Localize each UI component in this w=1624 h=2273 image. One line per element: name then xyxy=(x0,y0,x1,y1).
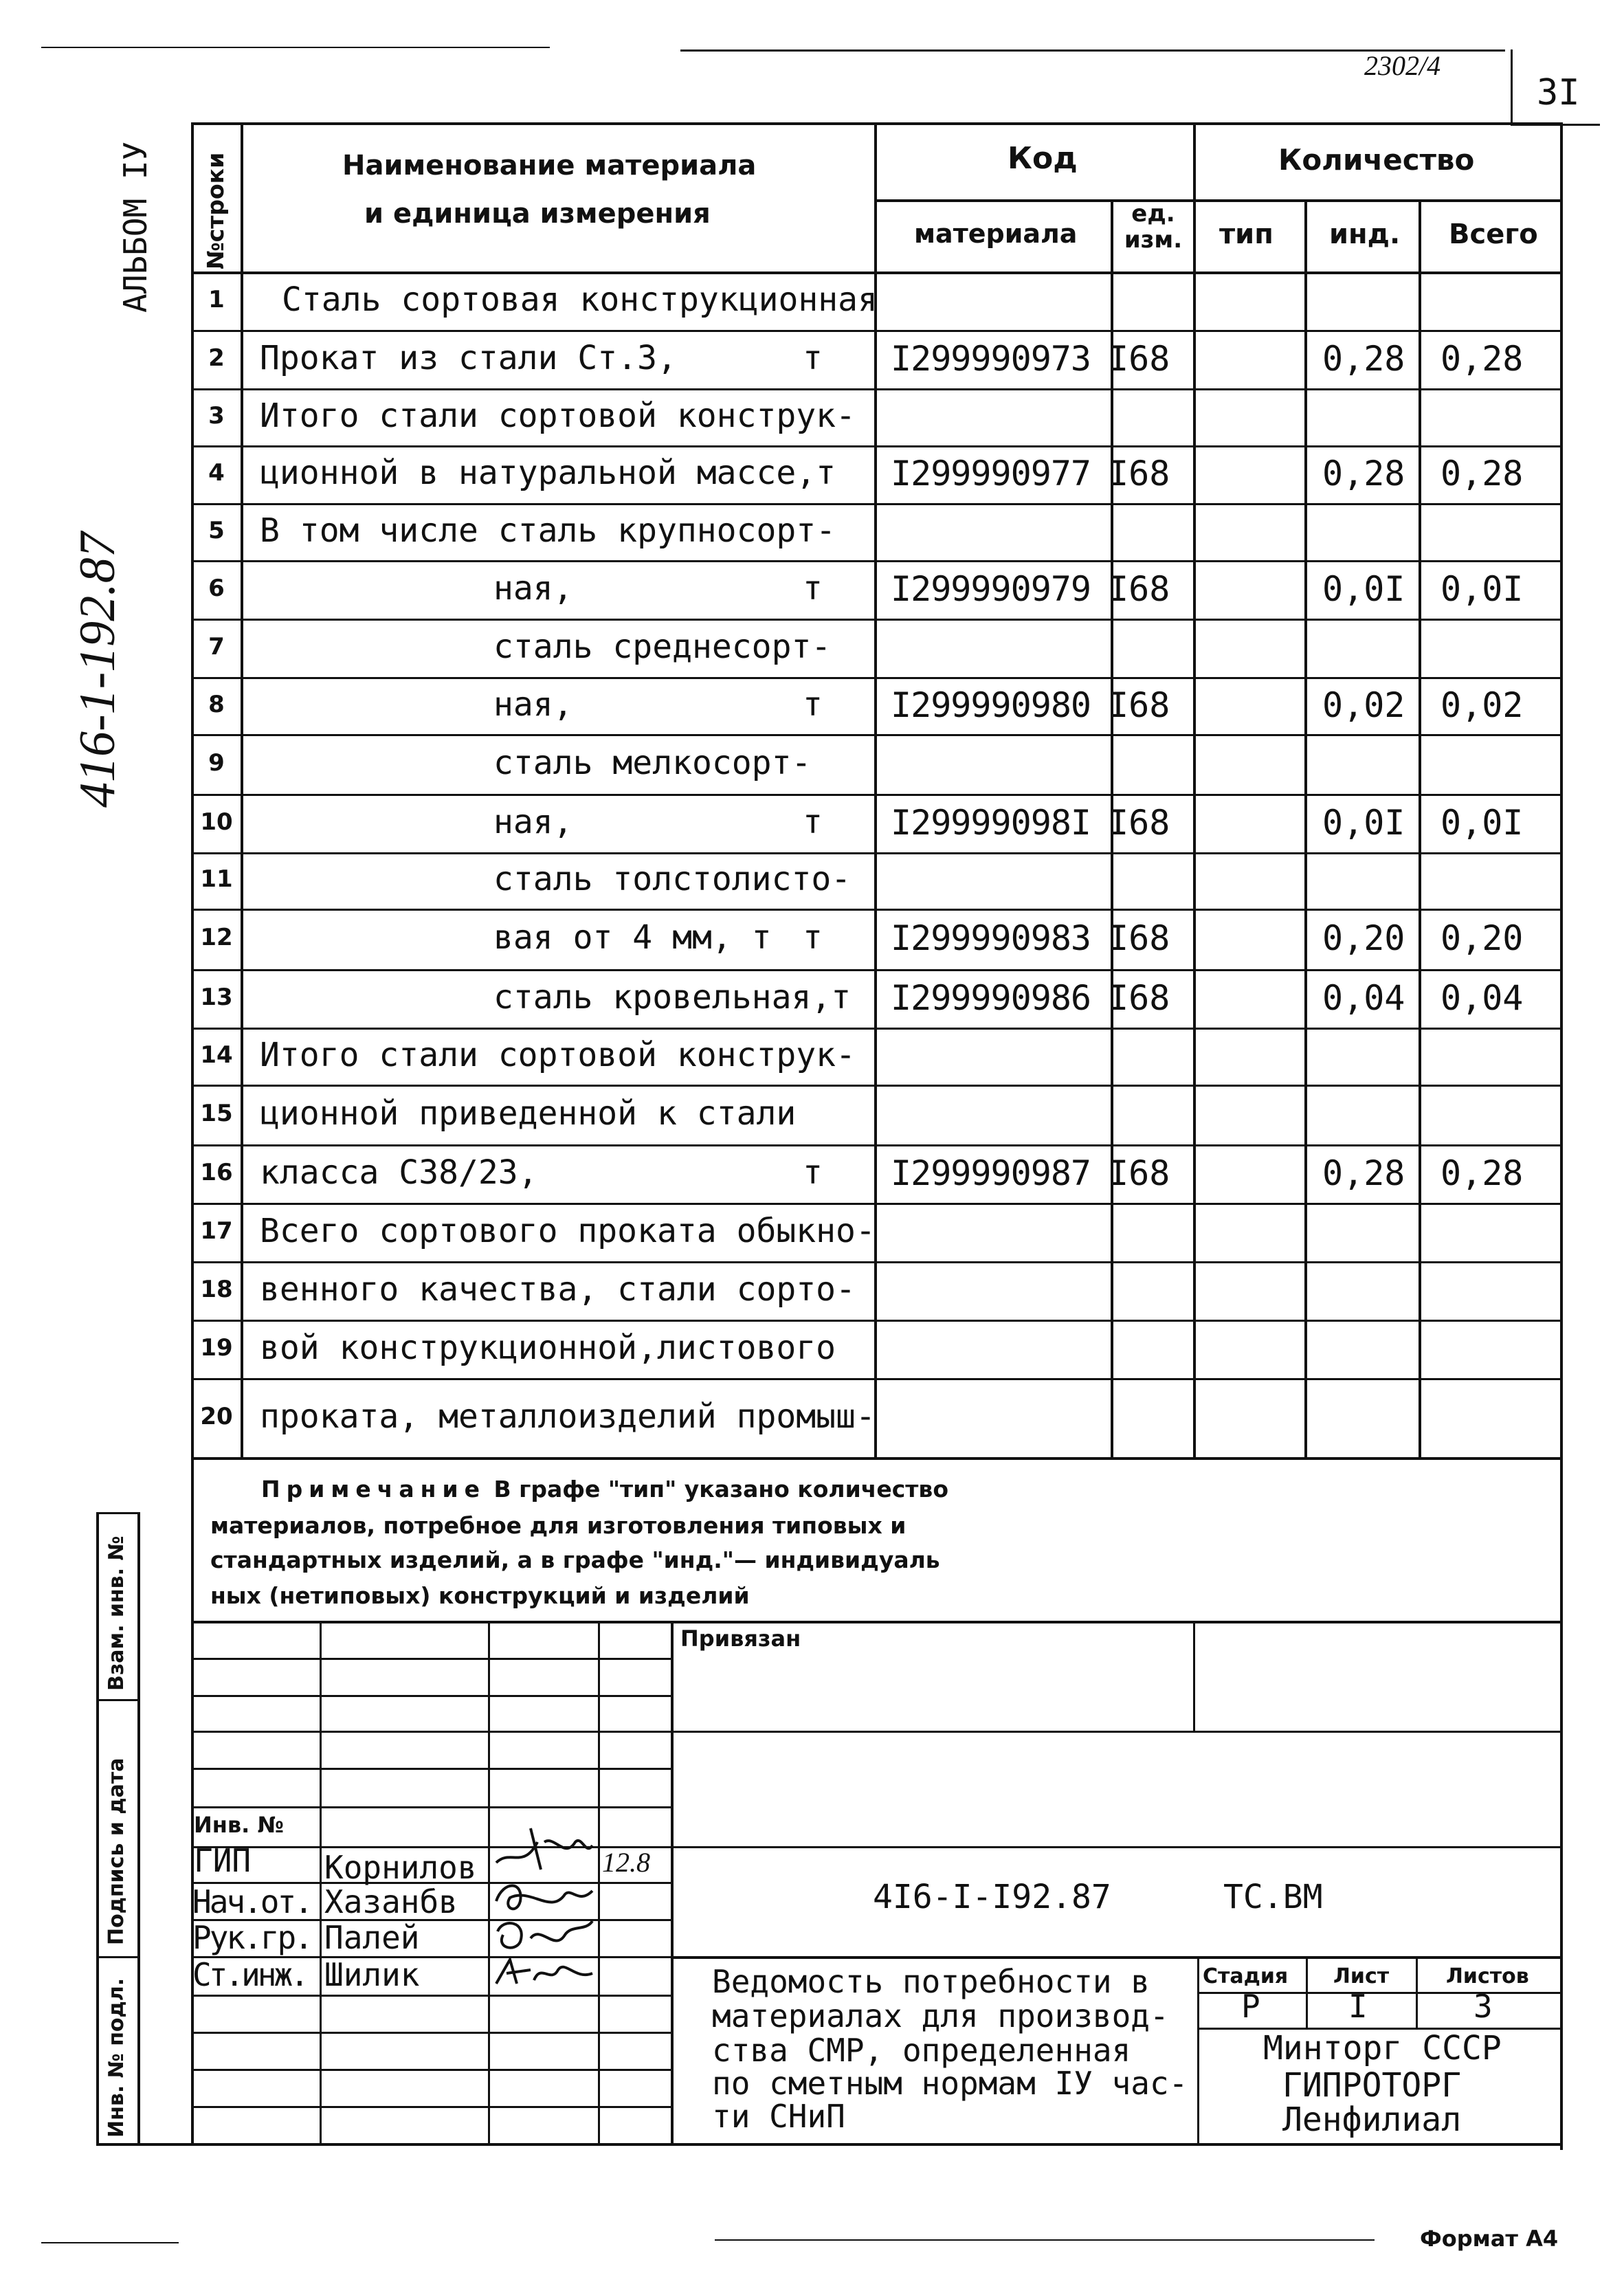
row-qty-total: 0,04 xyxy=(1441,978,1524,1018)
note-line-1 xyxy=(261,1476,948,1503)
row-separator xyxy=(191,1320,1560,1322)
row-separator xyxy=(191,909,1560,911)
row-unit-code: I68 xyxy=(1108,978,1170,1018)
header-subline xyxy=(874,199,1560,202)
col-divider xyxy=(241,122,243,1460)
row-name: сталь среднесорт- xyxy=(493,628,832,666)
grid-line xyxy=(671,1956,1560,1959)
row-name: ная, xyxy=(493,803,573,841)
row-unit-label: т xyxy=(803,339,823,377)
row-number: 2 xyxy=(208,344,225,372)
inv-no-label: Инв. № xyxy=(194,1812,284,1838)
grid-line xyxy=(191,2069,672,2071)
sheet-number: 3I xyxy=(1537,72,1580,113)
side-podpis: Подпись и дата xyxy=(104,1758,129,1945)
row-unit-label: т xyxy=(803,918,823,957)
row-name: сталь толстолисто- xyxy=(493,860,852,898)
col-qty-type: тип xyxy=(1219,219,1273,250)
doc-code: 4I6-I-I92.87 xyxy=(873,1878,1111,1916)
privyazan-label: Привязан xyxy=(680,1626,801,1652)
sheets-value: 3 xyxy=(1473,1988,1493,2025)
row-name: ционной в натуральной массе,т xyxy=(260,454,836,492)
col-divider xyxy=(874,122,877,1460)
bottom-border xyxy=(41,2242,179,2243)
top-border xyxy=(1511,49,1513,125)
row-name: ная, xyxy=(493,569,573,608)
row-name: вой конструкционной,листового xyxy=(260,1329,836,1367)
col-name-header-1: Наименование материала xyxy=(342,150,757,181)
col-qty-total: Всего xyxy=(1449,219,1538,250)
row-name: Итого стали сортовой конструк- xyxy=(260,1036,856,1074)
header-bottom xyxy=(191,271,1562,274)
side-vzam: Взам. инв. № xyxy=(104,1535,129,1691)
col-code-header: Код xyxy=(1008,141,1078,176)
name-nach: Хазанбв xyxy=(324,1883,458,1920)
row-unit-label: т xyxy=(803,569,823,608)
row-unit-code: I68 xyxy=(1108,918,1170,958)
row-number: 20 xyxy=(200,1403,233,1430)
row-unit-code: I68 xyxy=(1108,454,1170,494)
doc-title-4: по сметным нормам IУ час- xyxy=(712,2065,1188,2102)
row-qty-ind: 0,28 xyxy=(1322,339,1405,379)
date-gip: 12.8 xyxy=(602,1847,650,1878)
archive-number: 2302/4 xyxy=(1364,50,1441,81)
stage-label: Стадия xyxy=(1203,1964,1289,1988)
row-separator xyxy=(191,794,1560,796)
row-number: 11 xyxy=(200,865,233,893)
row-qty-ind: 0,0I xyxy=(1322,803,1405,843)
row-separator xyxy=(191,1203,1560,1205)
row-name: проката, металлоизделий промыш- xyxy=(260,1397,876,1436)
row-separator xyxy=(191,330,1560,332)
row-separator xyxy=(191,852,1560,854)
row-qty-ind: 0,20 xyxy=(1322,918,1405,958)
row-separator xyxy=(191,1028,1560,1030)
row-separator xyxy=(191,445,1560,447)
note-line-2: материалов, потребное для изготовления типовых и xyxy=(210,1512,906,1539)
sheets-label: Листов xyxy=(1446,1964,1529,1988)
note-label: Примечание xyxy=(261,1476,486,1503)
row-code: I299990980 xyxy=(891,685,1091,725)
row-code: I299990979 xyxy=(891,569,1091,609)
row-number: 17 xyxy=(200,1217,233,1245)
row-unit-code: I68 xyxy=(1108,339,1170,379)
grid-line xyxy=(671,1846,1560,1848)
row-number: 9 xyxy=(208,749,225,777)
grid-line xyxy=(191,2106,672,2108)
row-qty-total: 0,0I xyxy=(1441,803,1524,843)
title-block-top xyxy=(191,1621,1562,1623)
row-qty-total: 0,0I xyxy=(1441,569,1524,609)
col-qty-header: Количество xyxy=(1278,143,1475,177)
col-qty-ind: инд. xyxy=(1329,219,1401,250)
doc-title-3: ства СМР, определенная xyxy=(712,2032,1131,2069)
grid-line xyxy=(191,1658,672,1660)
row-name: Итого стали сортовой конструк- xyxy=(260,397,856,435)
row-unit-label: т xyxy=(803,1153,823,1192)
role-ruk: Рук.гр. xyxy=(192,1919,311,1956)
row-separator xyxy=(191,969,1560,971)
row-separator xyxy=(191,677,1560,679)
row-unit-label: т xyxy=(803,803,823,841)
side-inv-podl: Инв. № подл. xyxy=(104,1977,129,2138)
row-number: 10 xyxy=(200,808,233,836)
row-qty-ind: 0,04 xyxy=(1322,978,1405,1018)
signature-stinzh xyxy=(489,1949,599,1997)
row-number: 5 xyxy=(208,517,225,544)
side-code: 416-1-192.87 xyxy=(69,532,126,808)
doc-title-5: ти СНиП xyxy=(712,2098,845,2135)
role-nach: Нач.от. xyxy=(192,1883,311,1920)
format-label: Формат А4 xyxy=(1420,2226,1559,2252)
role-stinzh: Ст.инж. xyxy=(192,1956,307,1993)
row-number: 1 xyxy=(208,286,225,313)
row-name: Прокат из стали Ст.3, xyxy=(260,339,677,377)
row-number: 4 xyxy=(208,459,225,487)
grid-line xyxy=(191,1806,672,1808)
row-name: В том числе сталь крупносорт- xyxy=(260,511,836,550)
row-number: 15 xyxy=(200,1100,233,1127)
row-number: 6 xyxy=(208,575,225,602)
row-name: сталь мелкосорт- xyxy=(493,744,812,782)
row-qty-total: 0,02 xyxy=(1441,685,1524,725)
grid-line xyxy=(1197,1956,1199,2143)
table-border-right xyxy=(1560,122,1563,2150)
name-ruk: Палей xyxy=(324,1919,420,1956)
row-name: Всего сортового проката обыкно- xyxy=(260,1212,876,1250)
col-code-material: материала xyxy=(914,219,1078,249)
row-separator xyxy=(191,1085,1560,1087)
side-stamp-border xyxy=(137,1512,140,2144)
row-number: 13 xyxy=(200,984,233,1011)
col-code-unit: ед. изм. xyxy=(1124,200,1183,254)
row-name: венного качества, стали сорто- xyxy=(260,1270,856,1309)
row-name: Сталь сортовая конструкционная xyxy=(282,280,878,319)
row-separator xyxy=(191,1378,1560,1380)
note-line-4: ных (нетиповых) конструкций и изделий xyxy=(210,1582,750,1609)
sheet-label: Лист xyxy=(1333,1964,1390,1988)
stage-value: Р xyxy=(1241,1988,1260,2025)
row-qty-total: 0,20 xyxy=(1441,918,1524,958)
row-code: I299990986 xyxy=(891,978,1091,1018)
name-gip: Корнилов xyxy=(324,1849,477,1886)
row-separator xyxy=(191,388,1560,390)
row-unit-code: I68 xyxy=(1108,569,1170,609)
row-unit-code: I68 xyxy=(1108,1153,1170,1193)
bottom-border xyxy=(715,2239,1375,2241)
row-name: ная, xyxy=(493,685,573,724)
title-block-bottom xyxy=(96,2143,1562,2146)
row-number: 19 xyxy=(200,1334,233,1362)
row-separator xyxy=(191,1261,1560,1263)
doc-title-1: Ведомость потребности в xyxy=(712,1963,1150,2000)
side-stamp-line xyxy=(96,1699,140,1701)
side-stamp-line xyxy=(96,1512,140,1514)
grid-line xyxy=(671,1731,1560,1733)
row-code: I299990983 xyxy=(891,918,1091,958)
org-line-2: ГИПРОТОРГ xyxy=(1282,2066,1462,2105)
row-unit-code: I68 xyxy=(1108,803,1170,843)
row-separator xyxy=(191,1144,1560,1146)
grid-line xyxy=(1193,1621,1195,1731)
row-qty-ind: 0,28 xyxy=(1322,454,1405,494)
row-qty-total: 0,28 xyxy=(1441,339,1524,379)
signature-gip xyxy=(489,1821,599,1876)
row-code: I299990973 xyxy=(891,339,1091,379)
doc-mark: ТС.ВМ xyxy=(1223,1878,1323,1916)
row-qty-total: 0,28 xyxy=(1441,1153,1524,1193)
row-code: I29999098I xyxy=(891,803,1091,843)
row-qty-ind: 0,28 xyxy=(1322,1153,1405,1193)
note-text-1: В графе "тип" указано количество xyxy=(493,1476,948,1503)
row-unit-code: I68 xyxy=(1108,685,1170,725)
col-divider xyxy=(1193,122,1196,1460)
grid-line xyxy=(191,1846,672,1848)
row-name: сталь кровельная,т xyxy=(493,978,852,1017)
top-border xyxy=(41,47,550,48)
row-code: I299990977 xyxy=(891,454,1091,494)
table-body-bottom xyxy=(191,1457,1562,1460)
role-gip: ГИП xyxy=(194,1842,252,1879)
grid-line xyxy=(191,1768,672,1770)
row-separator xyxy=(191,734,1560,736)
row-number: 16 xyxy=(200,1159,233,1186)
row-number: 12 xyxy=(200,924,233,951)
grid-line xyxy=(191,1695,672,1697)
grid-line xyxy=(191,2032,672,2034)
row-separator xyxy=(191,619,1560,621)
row-name: ционной приведенной к стали xyxy=(260,1094,797,1133)
row-name: класса С38/23, xyxy=(260,1153,538,1192)
grid-line xyxy=(191,1995,672,1997)
side-stamp-border xyxy=(96,1512,99,2144)
row-code: I299990987 xyxy=(891,1153,1091,1193)
row-number: 14 xyxy=(200,1041,233,1069)
grid-line xyxy=(191,1731,672,1733)
row-number: 7 xyxy=(208,633,225,661)
org-line-1: Минторг СССР xyxy=(1263,2029,1502,2067)
row-unit-label: т xyxy=(803,685,823,724)
row-qty-ind: 0,02 xyxy=(1322,685,1405,725)
name-stinzh: Шилик xyxy=(324,1956,420,1993)
album-label: АЛЬБОМ IУ xyxy=(117,141,154,313)
row-name: вая от 4 мм, т xyxy=(493,918,772,957)
row-number: 18 xyxy=(200,1276,233,1303)
note-line-3: стандартных изделий, а в графе "инд."— индивидуаль xyxy=(210,1546,940,1573)
sheet-value: I xyxy=(1348,1988,1368,2025)
row-qty-ind: 0,0I xyxy=(1322,569,1405,609)
col-name-header-2: и единица измерения xyxy=(364,198,711,230)
row-number: 8 xyxy=(208,691,225,718)
org-line-3: Ленфилиал xyxy=(1282,2100,1462,2139)
row-separator xyxy=(191,503,1560,505)
row-separator xyxy=(191,560,1560,562)
side-stamp-line xyxy=(96,1956,140,1958)
col-rowno-header: №строки xyxy=(202,152,229,269)
row-number: 3 xyxy=(208,402,225,430)
doc-title-2: материалах для производ- xyxy=(712,1997,1169,2034)
row-qty-total: 0,28 xyxy=(1441,454,1524,494)
